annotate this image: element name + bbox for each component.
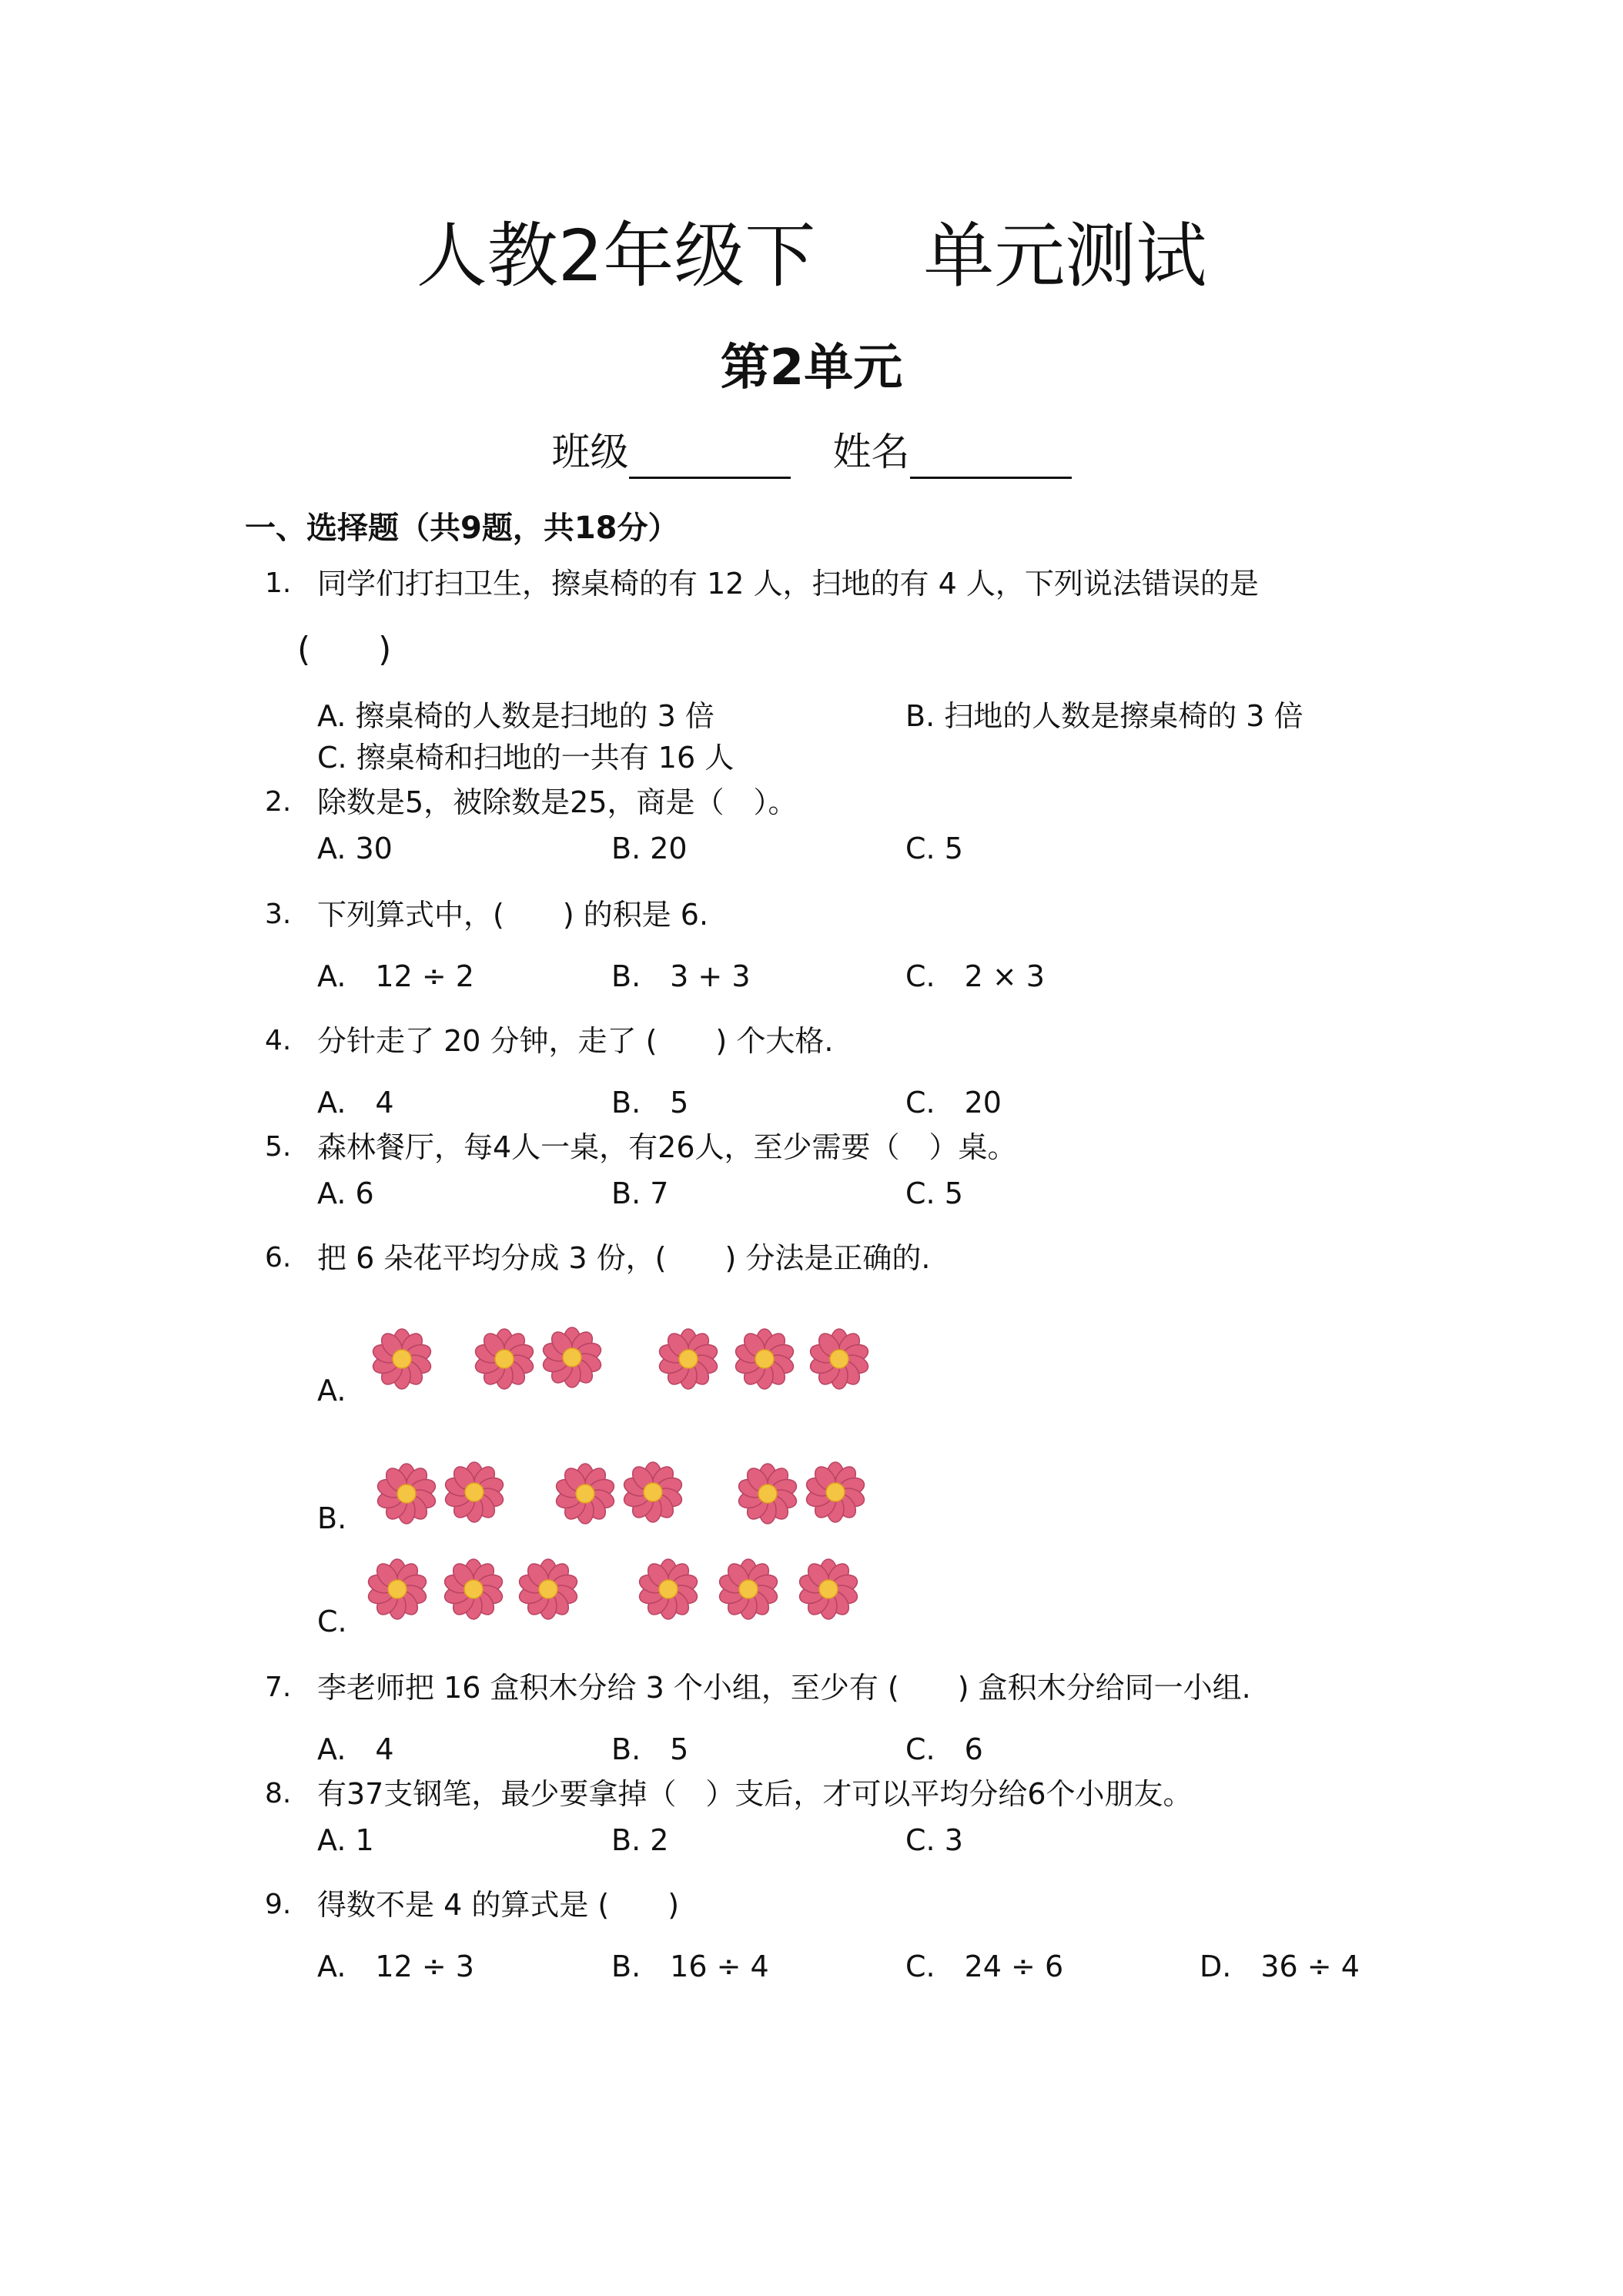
flower-icon — [443, 1462, 506, 1522]
flower-icon — [798, 1559, 860, 1619]
question-number: 9. — [265, 1889, 292, 1920]
question-text: 得数不是 4 的算式是 ( ) — [317, 1888, 680, 1922]
flower-icon — [474, 1329, 536, 1389]
question-text: 同学们打扫卫生，擦桌椅的有 12 人，扫地的有 4 人，下列说法错误的是 — [317, 567, 1259, 601]
option-b[interactable]: B. 16 ÷ 4 — [611, 1950, 769, 1983]
option-c[interactable]: C. 2 × 3 — [905, 959, 1045, 993]
flower-icon — [371, 1329, 433, 1389]
question-number: 4. — [265, 1025, 292, 1056]
flower-icon — [554, 1464, 617, 1524]
option-b[interactable]: B. 2 — [611, 1823, 669, 1857]
flower-icon — [376, 1464, 438, 1524]
option-b[interactable]: B. 7 — [611, 1176, 669, 1210]
flower-icon — [622, 1462, 684, 1522]
question-number: 2. — [265, 786, 292, 818]
unit-subtitle: 第2单元 — [720, 340, 903, 397]
flower-icon — [805, 1462, 867, 1522]
option-b-flowers — [376, 1462, 867, 1524]
title-right: 单元测试 — [923, 215, 1207, 297]
option-a-flowers — [371, 1327, 871, 1389]
option-c[interactable]: C. 5 — [905, 1176, 963, 1210]
option-b[interactable]: B. 扫地的人数是擦桌椅的 3 倍 — [905, 699, 1303, 733]
title-left: 人教2年级下 — [416, 215, 816, 297]
option-a[interactable]: A. 擦桌椅的人数是扫地的 3 倍 — [317, 699, 714, 733]
option-b[interactable]: B. 20 — [611, 832, 688, 865]
option-c[interactable]: C. 擦桌椅和扫地的一共有 16 人 — [317, 741, 735, 775]
question-text: 除数是5，被除数是25，商是（ ）。 — [317, 785, 798, 819]
option-c[interactable]: C. 6 — [905, 1732, 983, 1766]
option-d[interactable]: D. 36 ÷ 4 — [1200, 1950, 1360, 1983]
question-9 — [0, 1883, 1623, 1930]
question-number: 7. — [265, 1672, 292, 1703]
class-label: 班级 — [551, 430, 629, 474]
option-c[interactable]: C. 5 — [905, 832, 963, 865]
option-c-flowers — [366, 1559, 860, 1619]
flower-icon — [443, 1559, 505, 1619]
flower-icon — [541, 1327, 604, 1387]
option-a[interactable]: A. 4 — [317, 1732, 394, 1766]
option-c[interactable]: C. — [317, 1605, 347, 1638]
option-a[interactable]: A. 12 ÷ 2 — [317, 959, 474, 993]
flower-icon — [734, 1329, 796, 1389]
option-b[interactable]: B. 3 + 3 — [611, 959, 751, 993]
option-c[interactable]: C. 20 — [905, 1086, 1002, 1120]
option-a[interactable]: A. 1 — [317, 1823, 374, 1857]
section-heading: 一、选择题（共9题，共18分） — [245, 510, 679, 546]
option-a[interactable]: A. 30 — [317, 832, 393, 865]
question-text: 有37支钢笔，最少要拿掉（ ）支后，才可以平均分给6个小朋友。 — [317, 1777, 1193, 1811]
flower-icon — [718, 1559, 780, 1619]
question-text: 森林餐厅，每4人一桌，有26人，至少需要（ ）桌。 — [317, 1130, 1017, 1164]
option-b[interactable]: B. 5 — [611, 1732, 689, 1766]
question-number: 8. — [265, 1778, 292, 1809]
option-c[interactable]: C. 24 ÷ 6 — [905, 1950, 1064, 1983]
flower-icon — [517, 1559, 580, 1619]
option-c[interactable]: C. 3 — [905, 1823, 963, 1857]
question-text: 把 6 朵花平均分成 3 份，( ) 分法是正确的. — [317, 1241, 931, 1275]
answer-blank: ( ) — [297, 630, 392, 669]
question-text: 下列算式中，( ) 的积是 6. — [317, 898, 709, 932]
question-text: 李老师把 16 盒积木分给 3 个小组，至少有 ( ) 盒积木分给同一小组. — [317, 1671, 1251, 1705]
question-8 — [0, 1772, 1623, 1819]
question-number: 3. — [265, 899, 292, 930]
option-a[interactable]: A. — [317, 1374, 346, 1407]
question-number: 6. — [265, 1242, 292, 1274]
flower-icon — [658, 1329, 720, 1389]
flower-icon — [808, 1329, 871, 1389]
question-number: 5. — [265, 1131, 292, 1163]
option-b[interactable]: B. 5 — [611, 1086, 689, 1120]
option-a[interactable]: A. 6 — [317, 1176, 374, 1210]
name-label: 姓名 — [832, 430, 910, 474]
flower-icon — [737, 1464, 799, 1524]
option-a[interactable]: A. 12 ÷ 3 — [317, 1950, 474, 1983]
option-b[interactable]: B. — [317, 1501, 347, 1535]
question-7 — [0, 1666, 1623, 1712]
flower-icon — [366, 1559, 429, 1619]
option-a[interactable]: A. 4 — [317, 1086, 394, 1120]
flower-icon — [637, 1559, 700, 1619]
question-number: 1. — [265, 567, 292, 599]
question-text: 分针走了 20 分钟，走了 ( ) 个大格. — [317, 1024, 834, 1058]
